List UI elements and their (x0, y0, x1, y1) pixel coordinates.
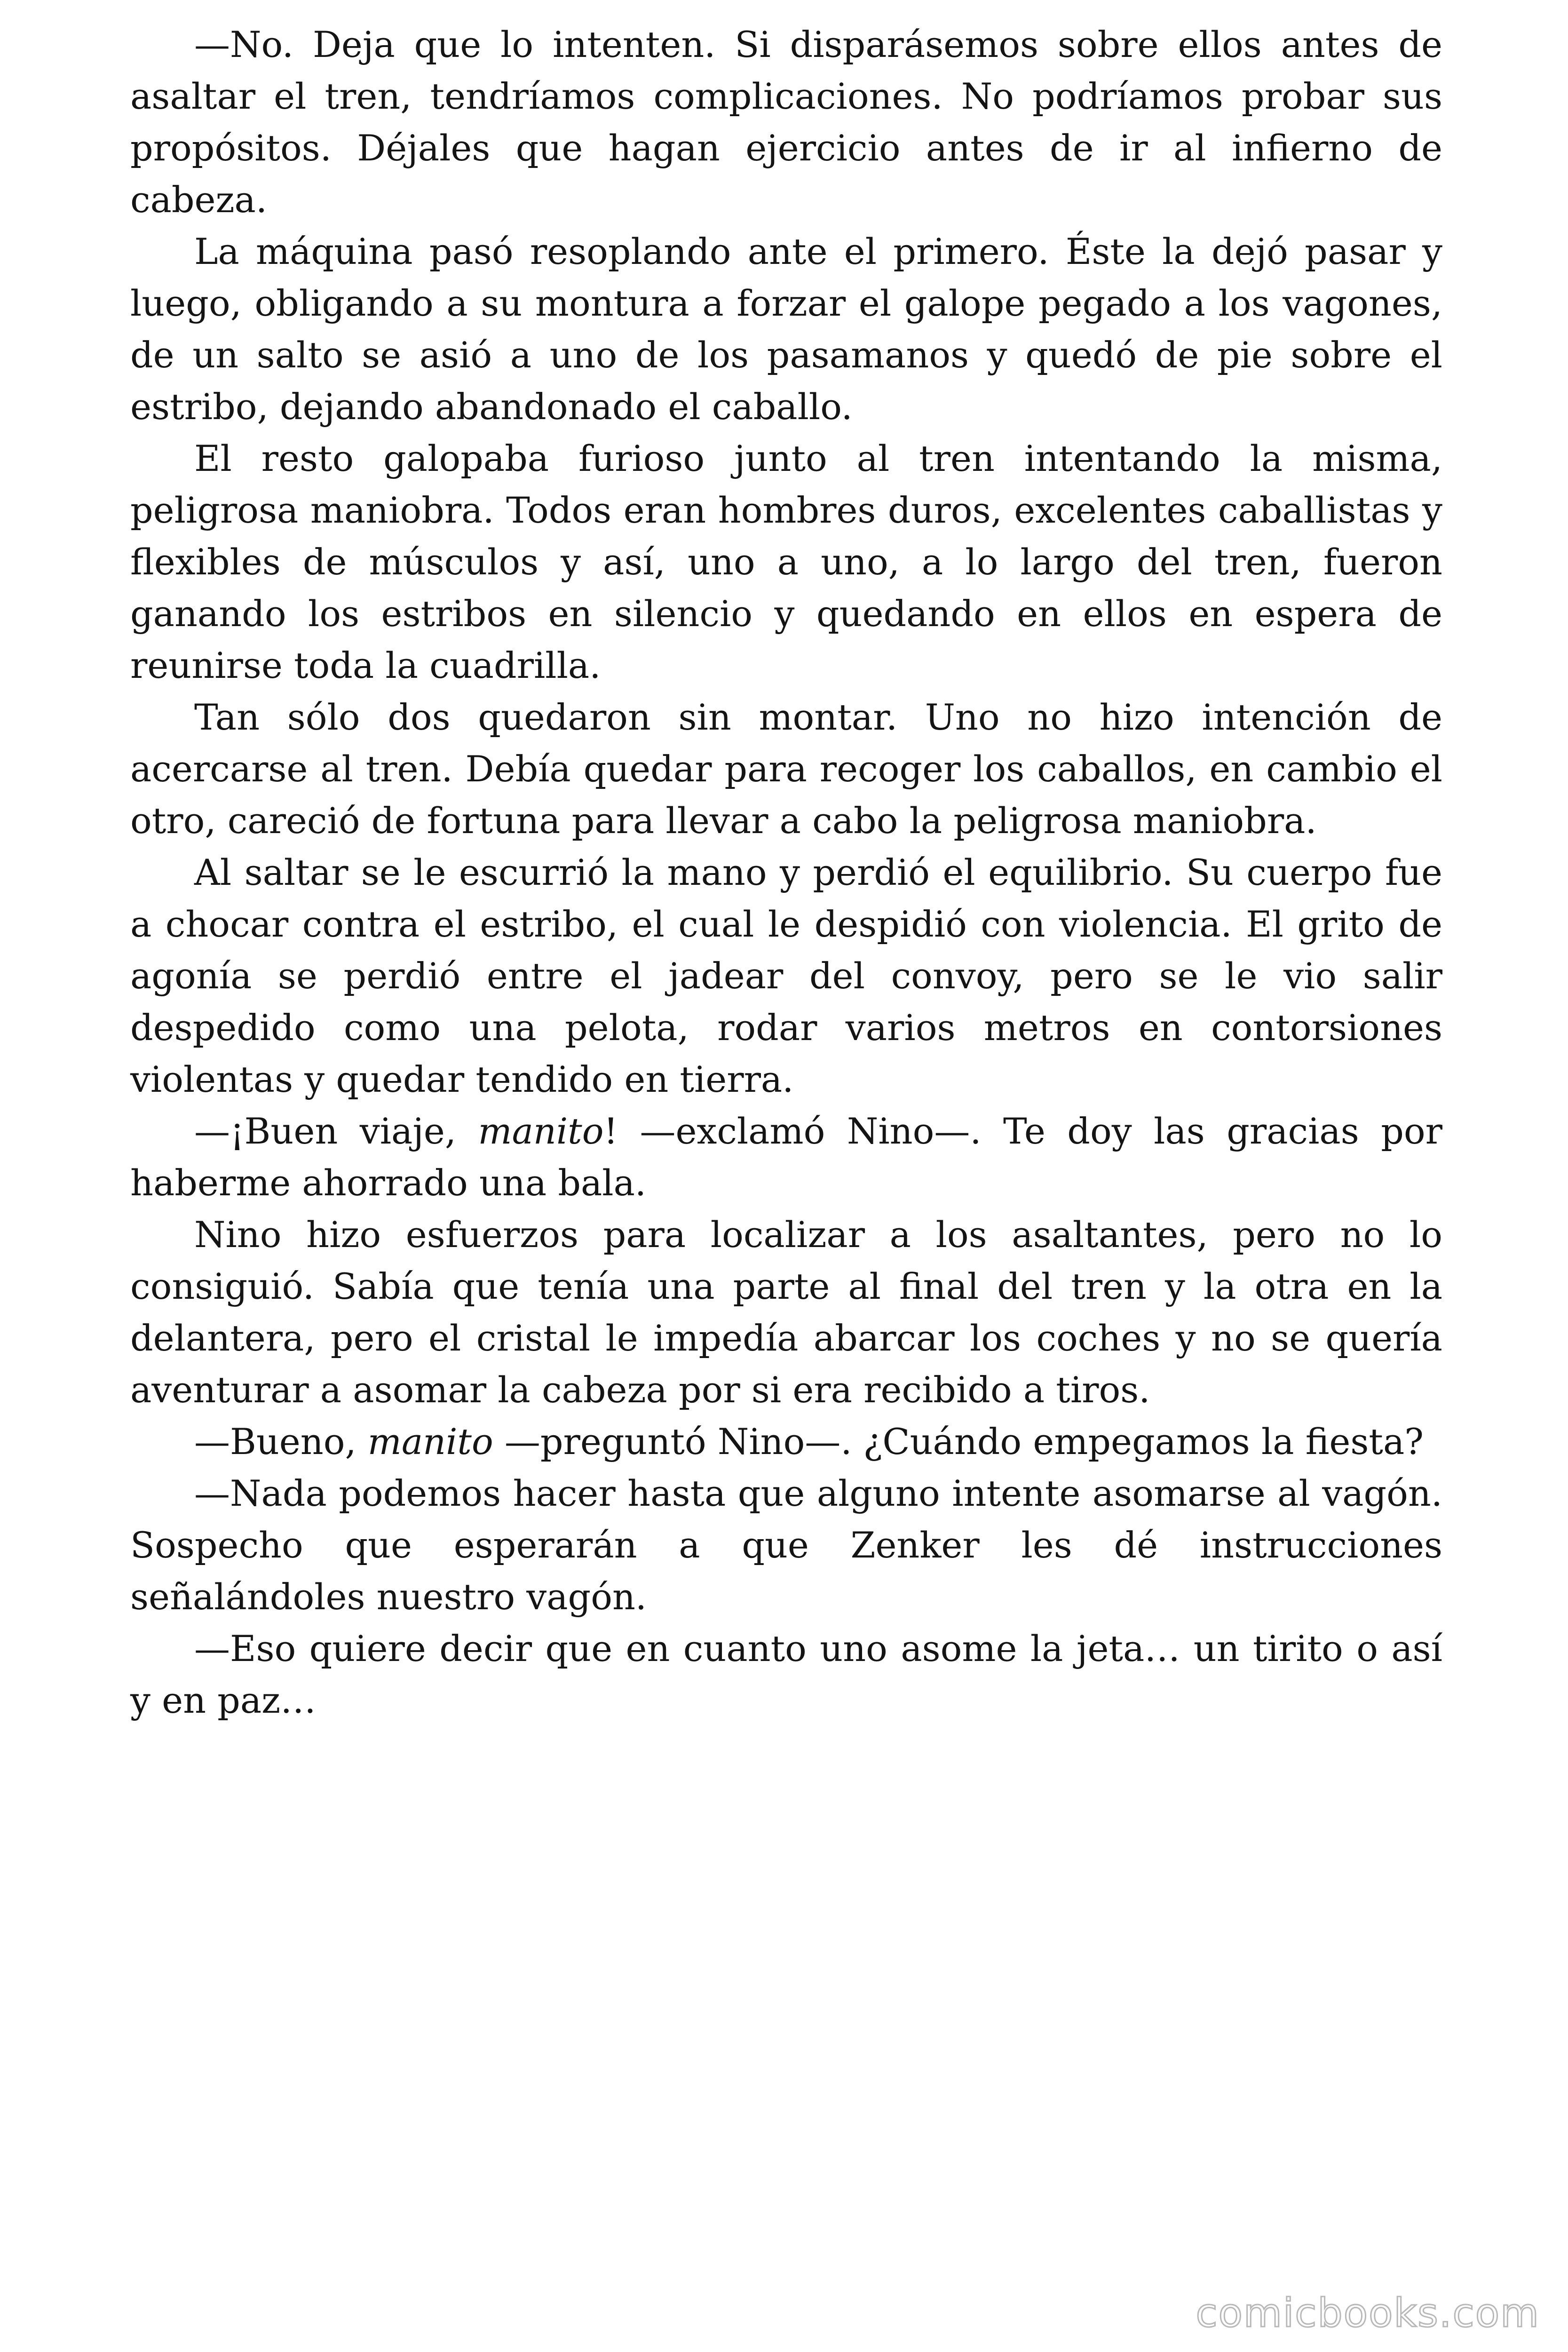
paragraph (130, 1209, 1442, 1416)
text-run: El resto galopaba furioso junto al tren intentando la misma, peligrosa maniobra. Todos eran hombres duros, excelentes caballistas y flexibles de músculos y así, uno a uno, a lo largo del tren, fueron ganando los estribos en silencio y quedando en ellos en espera de reunirse toda la cuadrilla. (130, 437, 1442, 686)
watermark: comicbooks.com (1196, 2290, 1540, 2336)
text-run: —¡Buen viaje, (194, 1110, 478, 1152)
text-run: —Bueno, (194, 1421, 368, 1462)
italic-text-run: manito (478, 1110, 604, 1152)
paragraph (130, 1416, 1442, 1468)
text-run: ! —exclamó Nino—. Te doy las gracias por haberme ahorrado una bala. (130, 1110, 1442, 1204)
text-run: Tan sólo dos quedaron sin montar. Uno no hizo intención de acercarse al tren. Debía quedar para recoger los caballos, en cambio el otro, careció de fortuna para llevar a cabo la peligrosa maniobra. (130, 696, 1442, 842)
text-run: Al saltar se le escurrió la mano y perdió el equilibrio. Su cuerpo fue a chocar contra el estribo, el cual le despidió con violencia. El grito de agonía se perdió entre el jadear del convoy, pero se le vio salir despedido como una pelota, rodar varios metros en contorsiones violentas y quedar tendido en tierra. (130, 851, 1442, 1100)
paragraph (130, 691, 1442, 847)
body-text (130, 19, 1442, 1726)
text-run: —Eso quiere decir que en cuanto uno asome la jeta… un tirito o así y en paz… (130, 1628, 1442, 1721)
paragraph (130, 1623, 1442, 1726)
paragraph (130, 19, 1442, 226)
text-run: Nino hizo esfuerzos para localizar a los asaltantes, pero no lo consiguió. Sabía que tenía una parte al final del tren y la otra en la delantera, pero el cristal le impedía abarcar los coches y no se quería aventurar a asomar la cabeza por si era recibido a tiros. (130, 1214, 1442, 1411)
paragraph (130, 433, 1442, 691)
paragraph (130, 226, 1442, 433)
paragraph (130, 1468, 1442, 1623)
text-run: —Nada podemos hacer hasta que alguno intente asomarse al vagón. Sospecho que esperarán a que Zenker les dé instrucciones señalándoles nuestro vagón. (130, 1472, 1442, 1618)
text-run: La máquina pasó resoplando ante el primero. Éste la dejó pasar y luego, obligando a su montura a forzar el galope pegado a los vagones, de un salto se asió a uno de los pasamanos y quedó de pie sobre el estribo, dejando abandonado el caballo. (130, 230, 1442, 428)
paragraph (130, 1105, 1442, 1209)
italic-text-run: manito (367, 1421, 493, 1462)
text-run: —No. Deja que lo intenten. Si disparásemos sobre ellos antes de asaltar el tren, tendríamos complicaciones. No podríamos probar sus propósitos. Déjales que hagan ejercicio antes de ir al infierno de cabeza. (130, 24, 1442, 221)
text-run: —preguntó Nino—. ¿Cuándo empegamos la fiesta? (493, 1421, 1424, 1462)
paragraph (130, 847, 1442, 1105)
